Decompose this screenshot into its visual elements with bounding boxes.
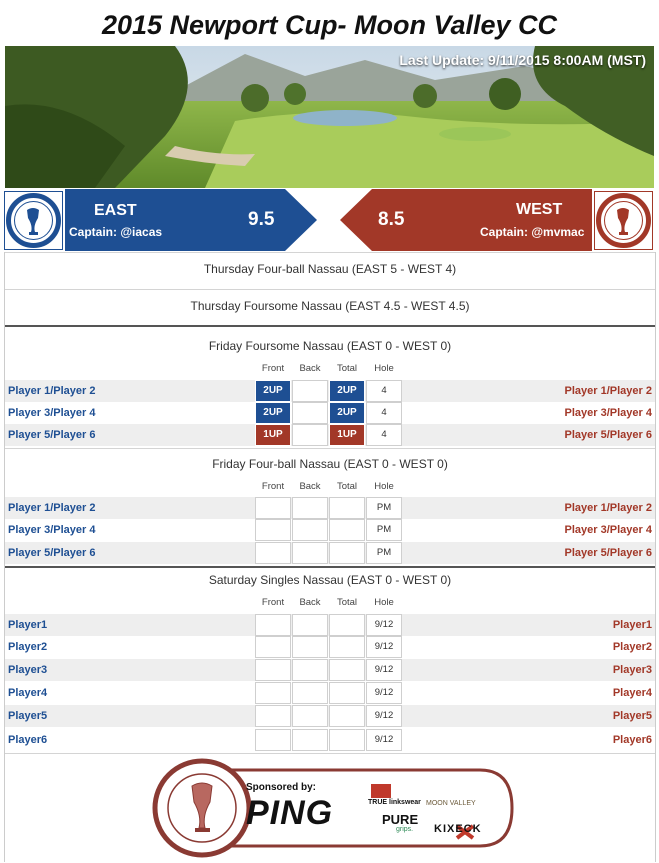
hole-value: 4	[366, 402, 402, 424]
match-row[interactable]	[5, 497, 655, 519]
hole-value: PM	[366, 497, 402, 519]
section-title-friday-fourball: Friday Four-ball Nassau (EAST 0 - WEST 0)	[212, 457, 448, 471]
hole-value: 9/12	[366, 705, 402, 727]
hole-value: 9/12	[366, 614, 402, 636]
front-score	[255, 682, 291, 704]
total-score	[329, 636, 365, 658]
team-scoreboard	[0, 189, 659, 252]
match-row[interactable]	[5, 729, 655, 751]
ping-logo: PING	[246, 794, 334, 832]
back-score	[292, 636, 328, 658]
col-back: Back	[299, 597, 321, 608]
moon-valley-logo: MOON VALLEY	[426, 800, 476, 807]
match-row[interactable]	[5, 402, 655, 424]
west-captain: Captain: @mvmac	[480, 225, 585, 239]
col-total: Total	[336, 363, 358, 374]
east-player: Player6	[8, 734, 48, 746]
last-update-text: Last Update: 9/11/2015 8:00AM (MST)	[399, 52, 646, 68]
match-row[interactable]	[5, 424, 655, 446]
result-thursday-foursome: Thursday Foursome Nassau (EAST 4.5 - WEST 4.5)	[190, 299, 470, 313]
col-hole: Hole	[374, 363, 394, 374]
sandtrap-logo-east	[4, 191, 63, 250]
west-score: 8.5	[378, 209, 405, 230]
total-score	[329, 542, 365, 564]
east-player: Player1	[8, 619, 48, 631]
front-score: 2UP	[255, 402, 291, 424]
hole-value: PM	[366, 542, 402, 564]
back-score	[292, 497, 328, 519]
front-score	[255, 542, 291, 564]
front-score	[255, 659, 291, 681]
sponsor-badge	[150, 758, 515, 858]
east-players: Player 1/Player 2	[8, 385, 96, 397]
east-players: Player 1/Player 2	[8, 502, 96, 514]
match-row[interactable]	[5, 519, 655, 541]
back-score	[292, 380, 328, 402]
hole-value: 4	[366, 380, 402, 402]
hole-value: 9/12	[366, 682, 402, 704]
total-score: 2UP	[329, 380, 365, 402]
east-player: Player2	[8, 641, 48, 653]
east-players: Player 3/Player 4	[8, 524, 96, 536]
col-front: Front	[261, 481, 285, 492]
col-total: Total	[336, 481, 358, 492]
hole-value: 9/12	[366, 659, 402, 681]
page-title: 2015 Newport Cup- Moon Valley CC	[101, 10, 558, 40]
east-team-name: EAST	[94, 202, 137, 219]
east-player: Player3	[8, 664, 48, 676]
col-back: Back	[299, 363, 321, 374]
front-score	[255, 705, 291, 727]
east-players: Player 5/Player 6	[8, 547, 96, 559]
match-row[interactable]	[5, 659, 655, 681]
section-title-saturday-singles: Saturday Singles Nassau (EAST 0 - WEST 0)	[208, 573, 452, 587]
front-score: 1UP	[255, 424, 291, 446]
total-score	[329, 614, 365, 636]
east-players: Player 5/Player 6	[8, 429, 96, 441]
sponsored-by-label: Sponsored by:	[246, 782, 317, 793]
west-player: Player2	[612, 641, 652, 653]
result-thursday-fourball: Thursday Four-ball Nassau (EAST 5 - WEST 4)	[203, 262, 457, 276]
west-players: Player 1/Player 2	[564, 502, 652, 514]
west-player: Player4	[612, 687, 652, 699]
col-hole: Hole	[374, 597, 394, 608]
front-score: 2UP	[255, 380, 291, 402]
east-player: Player4	[8, 687, 48, 699]
total-score	[329, 682, 365, 704]
match-row[interactable]	[5, 380, 655, 402]
match-row[interactable]	[5, 705, 655, 727]
section-title-friday-foursome: Friday Foursome Nassau (EAST 0 - WEST 0)	[208, 339, 452, 353]
pure-logo: PURE	[382, 812, 419, 827]
back-score	[292, 729, 328, 751]
east-captain: Captain: @iacas	[69, 225, 163, 239]
col-front: Front	[261, 363, 285, 374]
hole-value: 4	[366, 424, 402, 446]
match-row[interactable]	[5, 614, 655, 636]
east-score: 9.5	[248, 209, 275, 230]
total-score	[329, 659, 365, 681]
west-player: Player6	[612, 734, 652, 746]
hole-value: 9/12	[366, 636, 402, 658]
col-back: Back	[299, 481, 321, 492]
front-score	[255, 614, 291, 636]
total-score	[329, 519, 365, 541]
trophy-icon	[5, 192, 62, 249]
golf-course-banner	[5, 46, 654, 188]
front-score	[255, 636, 291, 658]
back-score	[292, 424, 328, 446]
west-player: Player1	[612, 619, 652, 631]
east-team-banner	[65, 189, 317, 251]
col-front: Front	[261, 597, 285, 608]
trophy-icon	[595, 192, 652, 249]
west-player: Player5	[612, 710, 652, 722]
front-score	[255, 497, 291, 519]
back-score	[292, 402, 328, 424]
hole-value: 9/12	[366, 729, 402, 751]
match-row[interactable]	[5, 542, 655, 564]
west-players: Player 3/Player 4	[564, 524, 652, 536]
match-row[interactable]	[5, 636, 655, 658]
east-players: Player 3/Player 4	[8, 407, 96, 419]
back-score	[292, 659, 328, 681]
hole-value: PM	[366, 519, 402, 541]
col-hole: Hole	[374, 481, 394, 492]
west-team-name: WEST	[516, 201, 563, 218]
true-linkswear-logo: TRUE linkswear	[368, 799, 421, 806]
back-score	[292, 705, 328, 727]
pure-grips-logo: grips.	[396, 826, 414, 833]
match-row[interactable]	[5, 682, 655, 704]
back-score	[292, 519, 328, 541]
back-score	[292, 614, 328, 636]
front-score	[255, 729, 291, 751]
total-score	[329, 705, 365, 727]
sandtrap-logo-west	[594, 191, 653, 250]
east-player: Player5	[8, 710, 48, 722]
west-players: Player 5/Player 6	[564, 429, 652, 441]
col-total: Total	[336, 597, 358, 608]
total-score	[329, 729, 365, 751]
back-score	[292, 542, 328, 564]
total-score: 2UP	[329, 402, 365, 424]
total-score	[329, 497, 365, 519]
west-players: Player 5/Player 6	[564, 547, 652, 559]
front-score	[255, 519, 291, 541]
total-score: 1UP	[329, 424, 365, 446]
west-players: Player 1/Player 2	[564, 385, 652, 397]
back-score	[292, 682, 328, 704]
west-players: Player 3/Player 4	[564, 407, 652, 419]
west-player: Player3	[612, 664, 652, 676]
kixeck-logo: KIXECK	[434, 823, 482, 835]
